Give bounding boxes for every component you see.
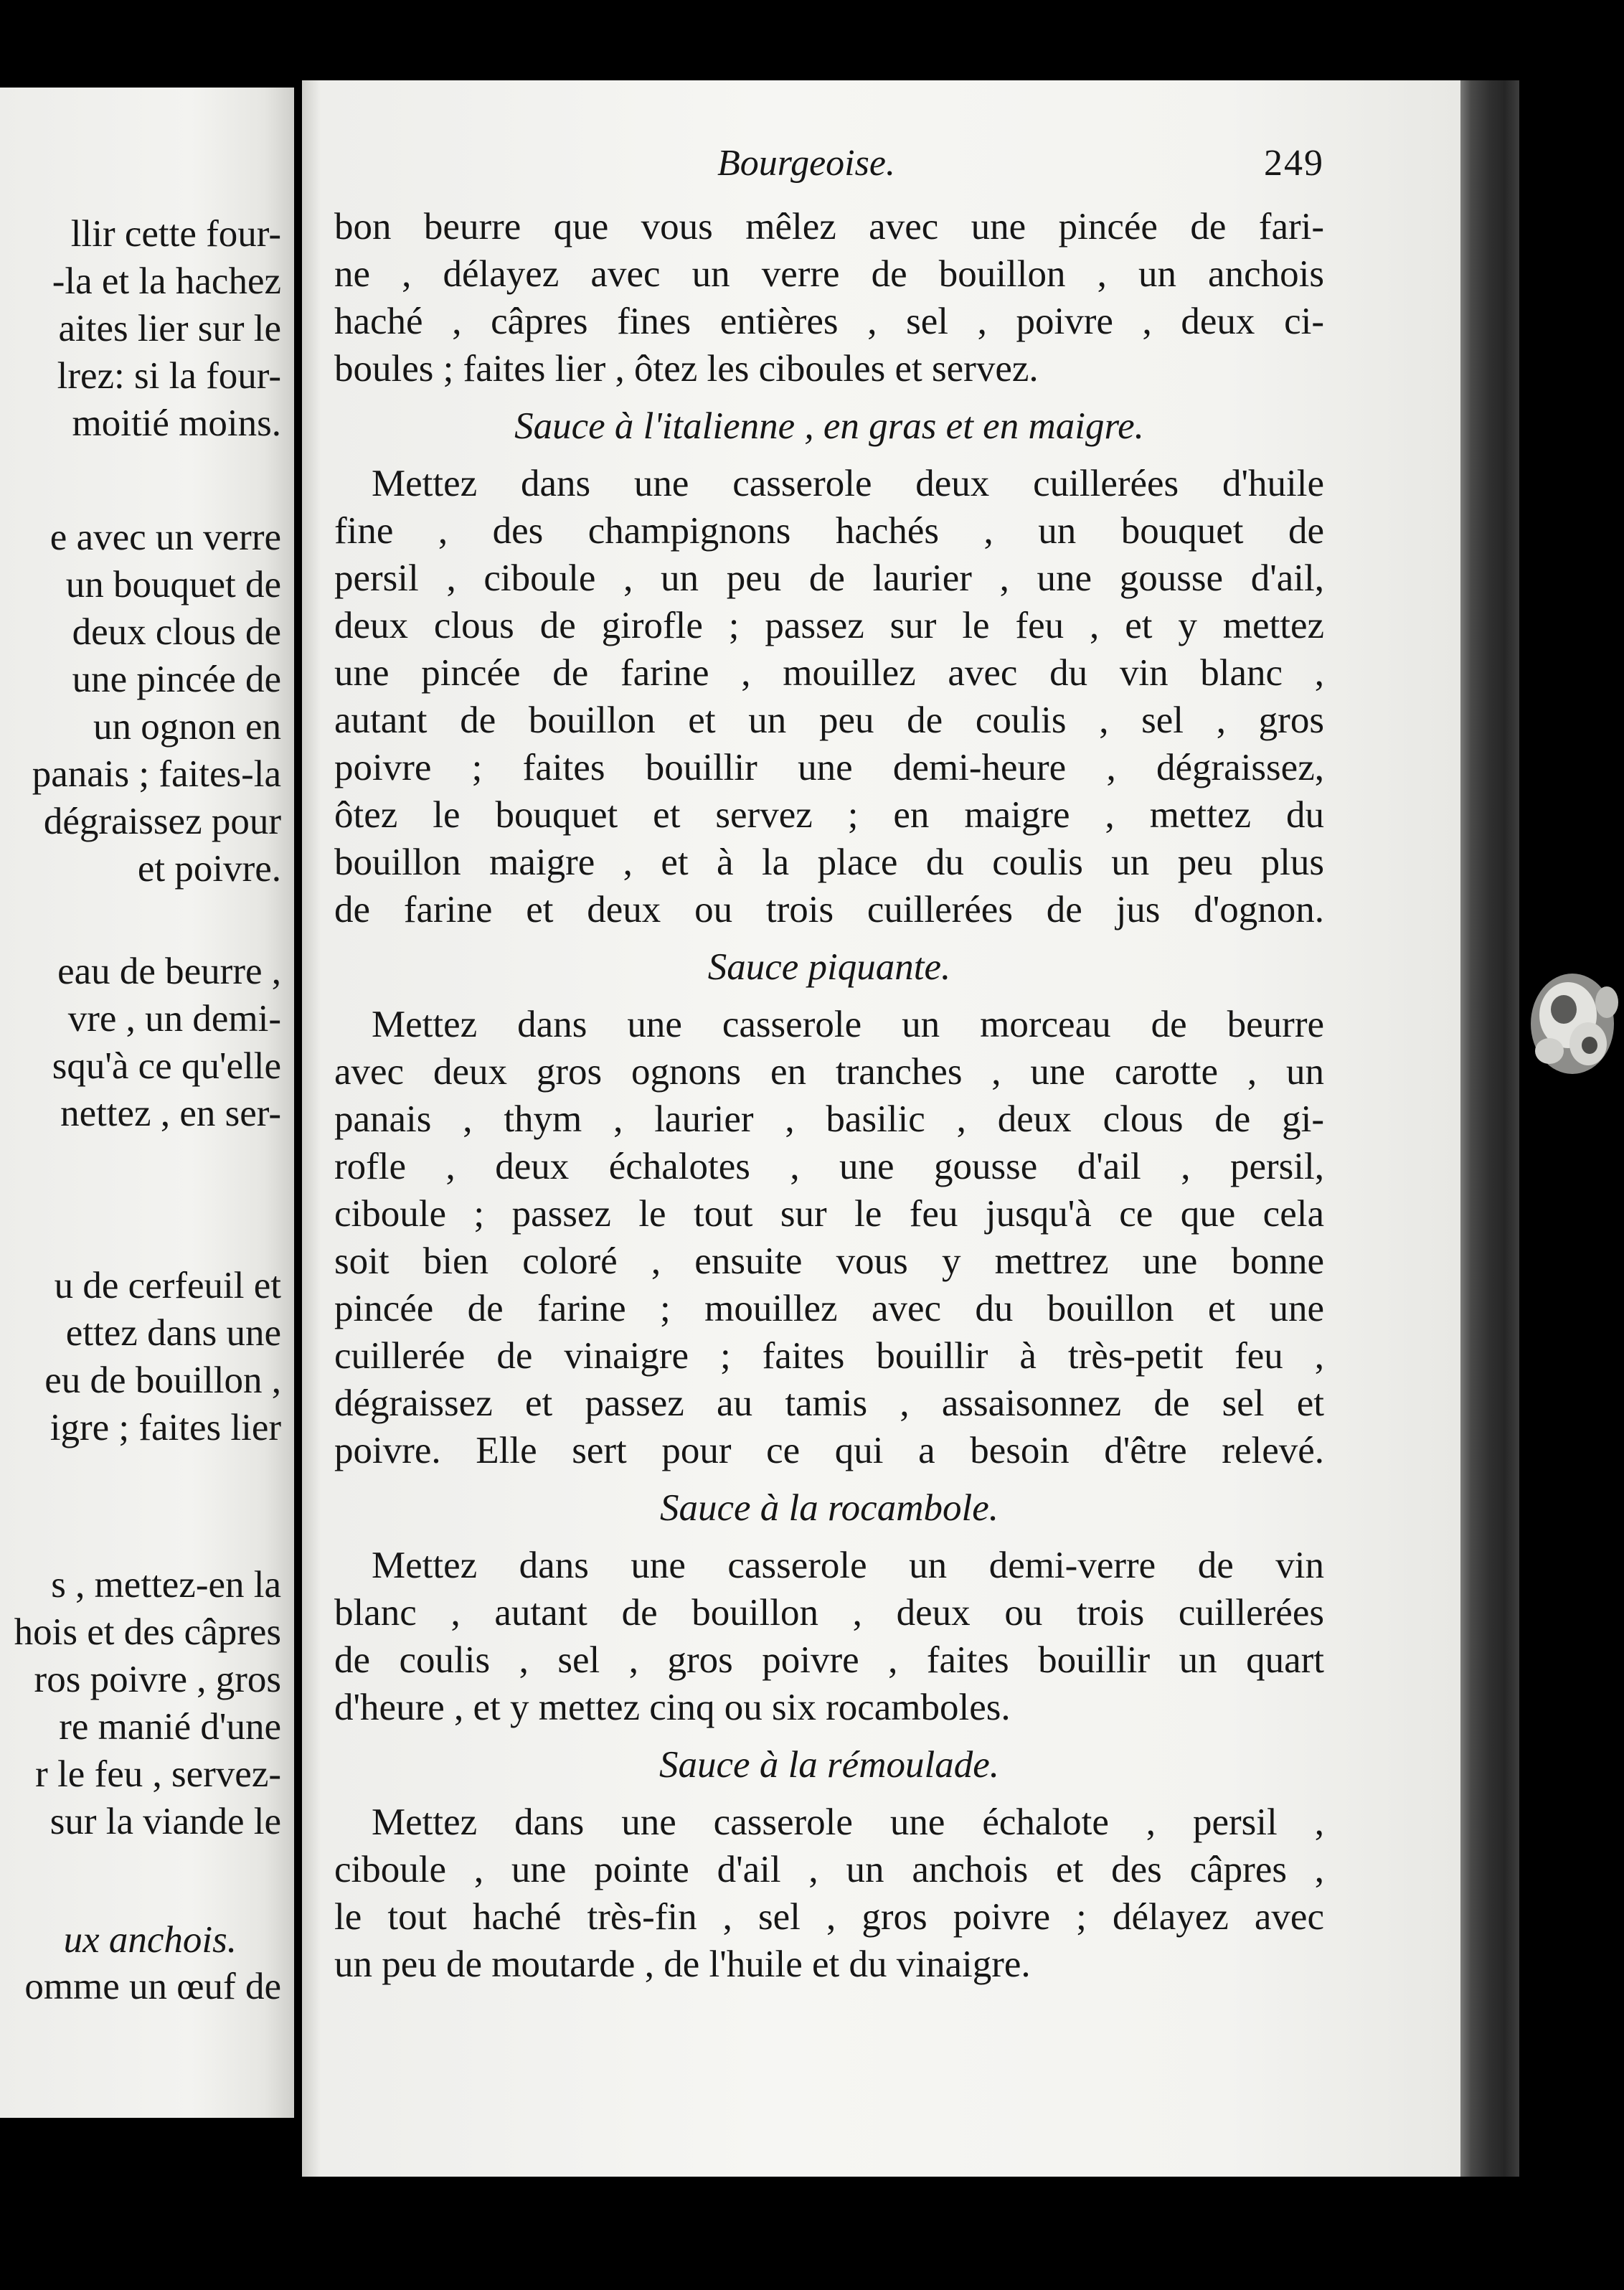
text-line: [334, 507, 1324, 555]
text-line: lrez: si la four-: [57, 355, 281, 397]
section-heading: Sauce à la rocambole.: [660, 1487, 999, 1529]
text-line: eu de bouillon ,: [44, 1360, 281, 1401]
text-line: [334, 298, 1324, 345]
text-line-content: de farine et deux ou trois cuillerées de jus d'ognon.: [334, 889, 1325, 930]
text-line: [334, 1332, 1324, 1380]
text-line-content: soit bien coloré , ensuite vous y mettrez une bonne: [334, 1240, 1324, 1282]
text-line-content: poivre. Elle sert pour ce qui a besoin d'être relevé.: [334, 1430, 1324, 1471]
text-line: [334, 1427, 1324, 1474]
text-line-content: bon beurre que vous mêlez avec une pincée de fari-: [334, 206, 1325, 248]
text-line: [334, 791, 1324, 839]
text-line: squ'à ce qu'elle: [52, 1045, 281, 1087]
text-line: [334, 1799, 1324, 1846]
page-number: 249: [1264, 143, 1324, 184]
text-line-content: panais , thym , laurier , basilic , deux clous de gi-: [334, 1098, 1325, 1140]
running-head: [334, 140, 1324, 187]
text-line-content: un peu de moutarde , de l'huile et du vinaigre.: [334, 1943, 1031, 1985]
text-line-content: une pincée de farine , mouillez avec du vin blanc ,: [334, 652, 1325, 694]
text-line-content: le tout haché très-fin , sel , gros poivre ; délayez avec: [334, 1896, 1324, 1938]
text-line: [334, 1941, 1324, 1988]
text-line: [334, 1190, 1324, 1238]
text-line: [334, 649, 1324, 697]
text-line: [334, 203, 1324, 250]
section-heading: Sauce piquante.: [707, 946, 951, 988]
text-line: [334, 460, 1324, 507]
text-line: r le feu , servez-: [35, 1753, 281, 1795]
text-line: [334, 697, 1324, 744]
text-line: [334, 1893, 1324, 1941]
text-line: s , mettez-en la: [51, 1564, 281, 1606]
text-line: [334, 839, 1324, 886]
text-line: [334, 1238, 1324, 1285]
ornament-fragment-icon: [1522, 965, 1624, 1083]
text-line: aites lier sur le: [58, 308, 281, 349]
text-line: [334, 1636, 1324, 1684]
text-line: [334, 1846, 1324, 1893]
text-line: [334, 250, 1324, 298]
text-line-content: deux clous de girofle ; passez sur le feu , et y mettez: [334, 605, 1324, 646]
text-line: [334, 886, 1324, 933]
text-line-content: ciboule , une pointe d'ail , un anchois et des câpres ,: [334, 1849, 1325, 1890]
text-line: un ognon en: [93, 706, 281, 748]
text-line-content: ôtez le bouquet et servez ; en maigre , mettez du: [334, 794, 1324, 836]
text-line: [334, 1684, 1324, 1731]
text-line: igre ; faites lier: [49, 1407, 281, 1448]
text-line-content: persil , ciboule , un peu de laurier , une gousse d'ail,: [334, 557, 1325, 599]
running-head-title: Bourgeoise.: [717, 143, 895, 184]
text-line-content: blanc , autant de bouillon , deux ou trois cuillerées: [334, 1592, 1324, 1634]
section-heading: Sauce à la rémoulade.: [659, 1744, 999, 1786]
text-line: u de cerfeuil et: [54, 1265, 281, 1306]
text-line: [334, 345, 1324, 392]
section-heading: Sauce à l'italienne , en gras et en maigre.: [514, 405, 1144, 447]
section-heading: ux anchois.: [63, 1919, 237, 1961]
text-line-content: ciboule ; passez le tout sur le feu jusqu'à ce que cela: [334, 1193, 1324, 1235]
text-line: un bouquet de: [65, 564, 281, 606]
text-line: e avec un verre: [49, 517, 281, 558]
text-line: [334, 1542, 1324, 1589]
text-line: [334, 1589, 1324, 1636]
text-line: moitié moins.: [72, 402, 281, 444]
text-line: [334, 1285, 1324, 1332]
text-line-content: Mettez dans une casserole deux cuillerées d'huile: [372, 463, 1324, 504]
text-line-content: Mettez dans une casserole une échalote , persil ,: [372, 1801, 1324, 1843]
text-line: [334, 1001, 1324, 1048]
text-line: et poivre.: [137, 848, 281, 890]
text-line-content: autant de bouillon et un peu de coulis , sel , gros: [334, 699, 1324, 741]
text-line-content: poivre ; faites bouillir une demi-heure , dégraissez,: [334, 747, 1324, 788]
text-line: sur la viande le: [49, 1801, 281, 1842]
text-line: ettez dans une: [65, 1312, 281, 1354]
text-line-content: boules ; faites lier , ôtez les ciboules et servez.: [334, 348, 1039, 390]
text-line-content: pincée de farine ; mouillez avec du bouillon et une: [334, 1288, 1325, 1329]
text-line-content: rofle , deux échalotes , une gousse d'ail , persil,: [334, 1146, 1324, 1187]
text-line: ros poivre , gros: [34, 1659, 281, 1700]
text-line: hois et des câpres: [14, 1611, 281, 1653]
text-line: omme un œuf de: [24, 1966, 281, 2007]
text-line: [334, 555, 1324, 602]
text-line: re manié d'une: [59, 1706, 281, 1748]
right-page: [302, 80, 1460, 2177]
left-page: [0, 88, 294, 2118]
text-line-content: dégraissez et passez au tamis , assaisonnez de sel et: [334, 1382, 1324, 1424]
text-line-content: haché , câpres fines entières , sel , poivre , deux ci-: [334, 301, 1324, 342]
text-line: [334, 1380, 1324, 1427]
text-line: -la et la hachez: [52, 260, 281, 302]
text-line: deux clous de: [72, 611, 281, 653]
text-line: [334, 744, 1324, 791]
right-page-text-column: [334, 203, 1324, 1988]
book-binding-edge: [1460, 80, 1519, 2177]
text-line: [334, 1143, 1324, 1190]
text-line: [334, 602, 1324, 649]
text-line: dégraissez pour: [43, 801, 281, 842]
text-line: vre , un demi-: [67, 998, 281, 1040]
text-line-content: ne , délayez avec un verre de bouillon , un anchois: [334, 253, 1324, 295]
text-line: eau de beurre ,: [57, 951, 281, 992]
text-line-content: cuillerée de vinaigre ; faites bouillir à très-petit feu ,: [334, 1335, 1325, 1377]
text-line-content: avec deux gros ognons en tranches , une carotte , un: [334, 1051, 1324, 1093]
text-line-content: Mettez dans une casserole un morceau de beurre: [372, 1004, 1324, 1045]
text-line-content: fine , des champignons hachés , un bouquet de: [334, 510, 1324, 552]
text-line-content: bouillon maigre , et à la place du coulis un peu plus: [334, 842, 1324, 883]
text-line-content: de coulis , sel , gros poivre , faites bouillir un quart: [334, 1639, 1325, 1681]
text-line: llir cette four-: [70, 213, 281, 255]
text-line-content: d'heure , et y mettez cinq ou six rocamboles.: [334, 1687, 1011, 1728]
text-line: [334, 1095, 1324, 1143]
text-line: une pincée de: [72, 659, 281, 700]
text-line: panais ; faites-la: [32, 753, 281, 795]
text-line-content: Mettez dans une casserole un demi-verre de vin: [372, 1545, 1324, 1586]
text-line: nettez , en ser-: [60, 1093, 281, 1134]
text-line: [334, 1048, 1324, 1095]
